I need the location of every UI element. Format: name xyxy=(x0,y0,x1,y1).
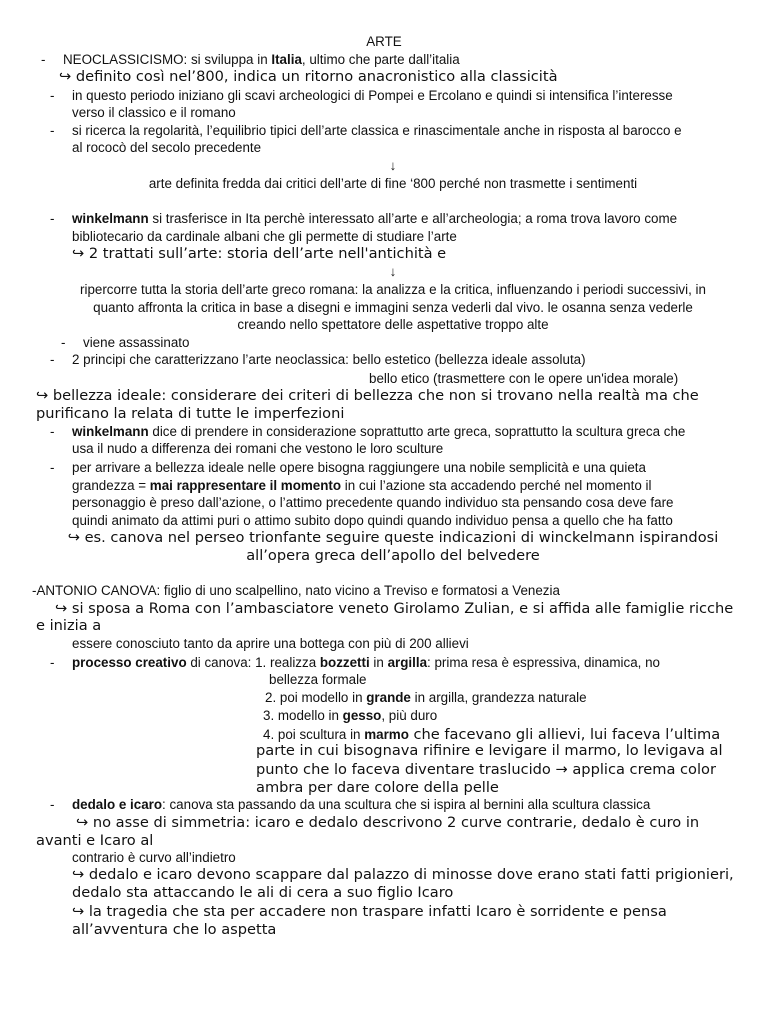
step-3-line: 3. modello in gesso, più duro xyxy=(263,708,438,723)
down-arrow: ↓ xyxy=(389,158,397,173)
processo-creativo-line: processo creativo di canova: 1. realizza bozzetti in argilla: prima resa è espressiva, dinamica, no xyxy=(72,655,660,670)
bullet-dash: - xyxy=(50,797,55,812)
text-line: creando nello spettatore delle aspettative troppo alte xyxy=(237,317,549,332)
keyword-italia: Italia xyxy=(271,52,302,67)
down-arrow: ↓ xyxy=(389,264,397,279)
example-line: ↪ es. canova nel perseo trionfante seguire queste indicazioni di winckelmann ispirandosi xyxy=(67,529,719,546)
text-line: si ricerca la regolarità, l’equilibrio tipici dell’arte classica e rinascimentale anche in risposta al barocco e xyxy=(72,123,682,138)
text-line: ↪ si sposa a Roma con l’ambasciatore veneto Girolamo Zulian, e si affida alle famiglie ricche xyxy=(55,600,734,617)
canova-intro: -ANTONIO CANOVA: figlio di uno scalpellino, nato vicino a Treviso e formatosi a Venezia xyxy=(32,583,560,598)
text-line: all’avventura che lo aspetta xyxy=(72,921,277,938)
text-line: al rococò del secolo precedente xyxy=(72,140,262,155)
keyword-winkelmann: winkelmann xyxy=(72,424,149,439)
momento-line: grandezza = mai rappresentare il momento in cui l’azione sta accadendo perché nel momento il xyxy=(72,478,652,493)
text-line: all’opera greca dell’apollo del belvedere xyxy=(246,547,540,564)
text-line: ambra per dare colore della pelle xyxy=(256,779,499,796)
keyword-winkelmann: winkelmann xyxy=(72,211,149,226)
neoclassicismo-heading: NEOCLASSICISMO: si sviluppa in Italia, ultimo che parte dall’italia xyxy=(63,52,460,67)
text-line: arte definita fredda dai critici dell’arte di fine ‘800 perché non trasmette i sentimenti xyxy=(148,176,638,191)
bullet-dash: - xyxy=(50,123,55,138)
text-line: ↪ dedalo e icaro devono scappare dal palazzo di minosse dove erano stati fatti prigionieri, xyxy=(72,866,734,883)
text-line: quindi animato da attimi puri o attimo subito dopo quindi quando individuo pensa a quello che ha fatto xyxy=(72,513,673,528)
bullet-dash: - xyxy=(50,424,55,439)
bellezza-ideale-line: ↪ bellezza ideale: considerare dei criteri di bellezza che non si trovano nella realtà ma che xyxy=(36,387,699,404)
dedalo-icaro-line: dedalo e icaro: canova sta passando da una scultura che si ispira al bernini alla scultura classica xyxy=(72,797,651,812)
text-line: essere conosciuto tanto da aprire una bottega con più di 200 allievi xyxy=(72,636,469,651)
text-line: bello etico (trasmettere con le opere un'idea morale) xyxy=(369,371,679,386)
text-line: punto che lo faceva diventare traslucido → applica crema color xyxy=(256,761,716,778)
text-line: viene assassinato xyxy=(83,335,190,350)
text-line: 2 principi che caratterizzano l’arte neoclassica: bello estetico (bellezza ideale assoluta) xyxy=(72,352,586,367)
text-line: purificano la relata di tutte le imperfezioni xyxy=(36,405,345,422)
text-line: ↪ la tragedia che sta per accadere non traspare infatti Icaro è sorridente e pensa xyxy=(72,903,667,920)
text-line: dedalo sta attaccando le ali di cera a suo figlio Icaro xyxy=(72,884,454,901)
step-4-line: 4. poi scultura in marmo che facevano gli allievi, lui faceva l’ultima xyxy=(263,726,721,743)
text-line: avanti e Icaro al xyxy=(36,832,154,849)
page-title: ARTE xyxy=(366,34,402,49)
bullet-dash: - xyxy=(50,352,55,367)
text-line: verso il classico e il romano xyxy=(72,105,236,120)
text-line: in questo periodo iniziano gli scavi archeologici di Pompei e Ercolano e quindi si intensifica l’interesse xyxy=(72,88,673,103)
keyword-momento: mai rappresentare il momento xyxy=(149,478,342,493)
definition-line: ↪ definito così nel’800, indica un ritorno anacronistico alla classicità xyxy=(59,68,558,85)
bullet-dash: - xyxy=(50,460,55,475)
text-line: ↪ no asse di simmetria: icaro e dedalo descrivono 2 curve contrarie, dedalo è curo in xyxy=(76,814,700,831)
bullet-dash: - xyxy=(50,211,55,226)
text-line: personaggio è preso dall’azione, o l’attimo precedente quando individuo sta pensando cosa deve fare xyxy=(72,495,674,510)
step-2-line: 2. poi modello in grande in argilla, grandezza naturale xyxy=(265,690,587,705)
text-line: quanto affronta la critica in base a disegni e immagini senza vederli dal vivo. le osanna senza vederle xyxy=(93,300,693,315)
trattati-line: ↪ 2 trattati sull’arte: storia dell’arte nell'antichità e xyxy=(72,245,447,262)
text-line: parte in cui bisognava rifinire e levigare il marmo, lo levigava al xyxy=(256,742,723,759)
bullet-dash: - xyxy=(50,655,55,670)
winkelmann-greek-paragraph: winkelmann dice di prendere in considerazione soprattutto arte greca, soprattutto la scultura greca che xyxy=(72,424,686,439)
keyword-processo-creativo: processo creativo xyxy=(72,655,187,670)
bullet-dash: - xyxy=(50,88,55,103)
winkelmann-paragraph: winkelmann si trasferisce in Ita perchè interessato all’arte e all’archeologia; a roma trova lavoro come xyxy=(72,211,678,226)
text-line: per arrivare a bellezza ideale nelle opere bisogna raggiungere una nobile semplicità e una quieta xyxy=(72,460,646,475)
text-line: usa il nudo a differenza dei romani che vestono le loro sculture xyxy=(72,441,444,456)
keyword-dedalo-icaro: dedalo e icaro xyxy=(72,797,163,812)
text-line: contrario è curvo all’indietro xyxy=(72,850,236,865)
bullet-dash: - xyxy=(41,52,46,67)
text-line: bellezza formale xyxy=(269,672,367,687)
text-line: bibliotecario da cardinale albani che gli permette di studiare l’arte xyxy=(72,229,457,244)
bullet-dash: - xyxy=(61,335,66,350)
text-line: ripercorre tutta la storia dell’arte greco romana: la analizza e la critica, influenzando i periodi successivi, in xyxy=(80,282,706,297)
text-line: e inizia a xyxy=(36,617,102,634)
